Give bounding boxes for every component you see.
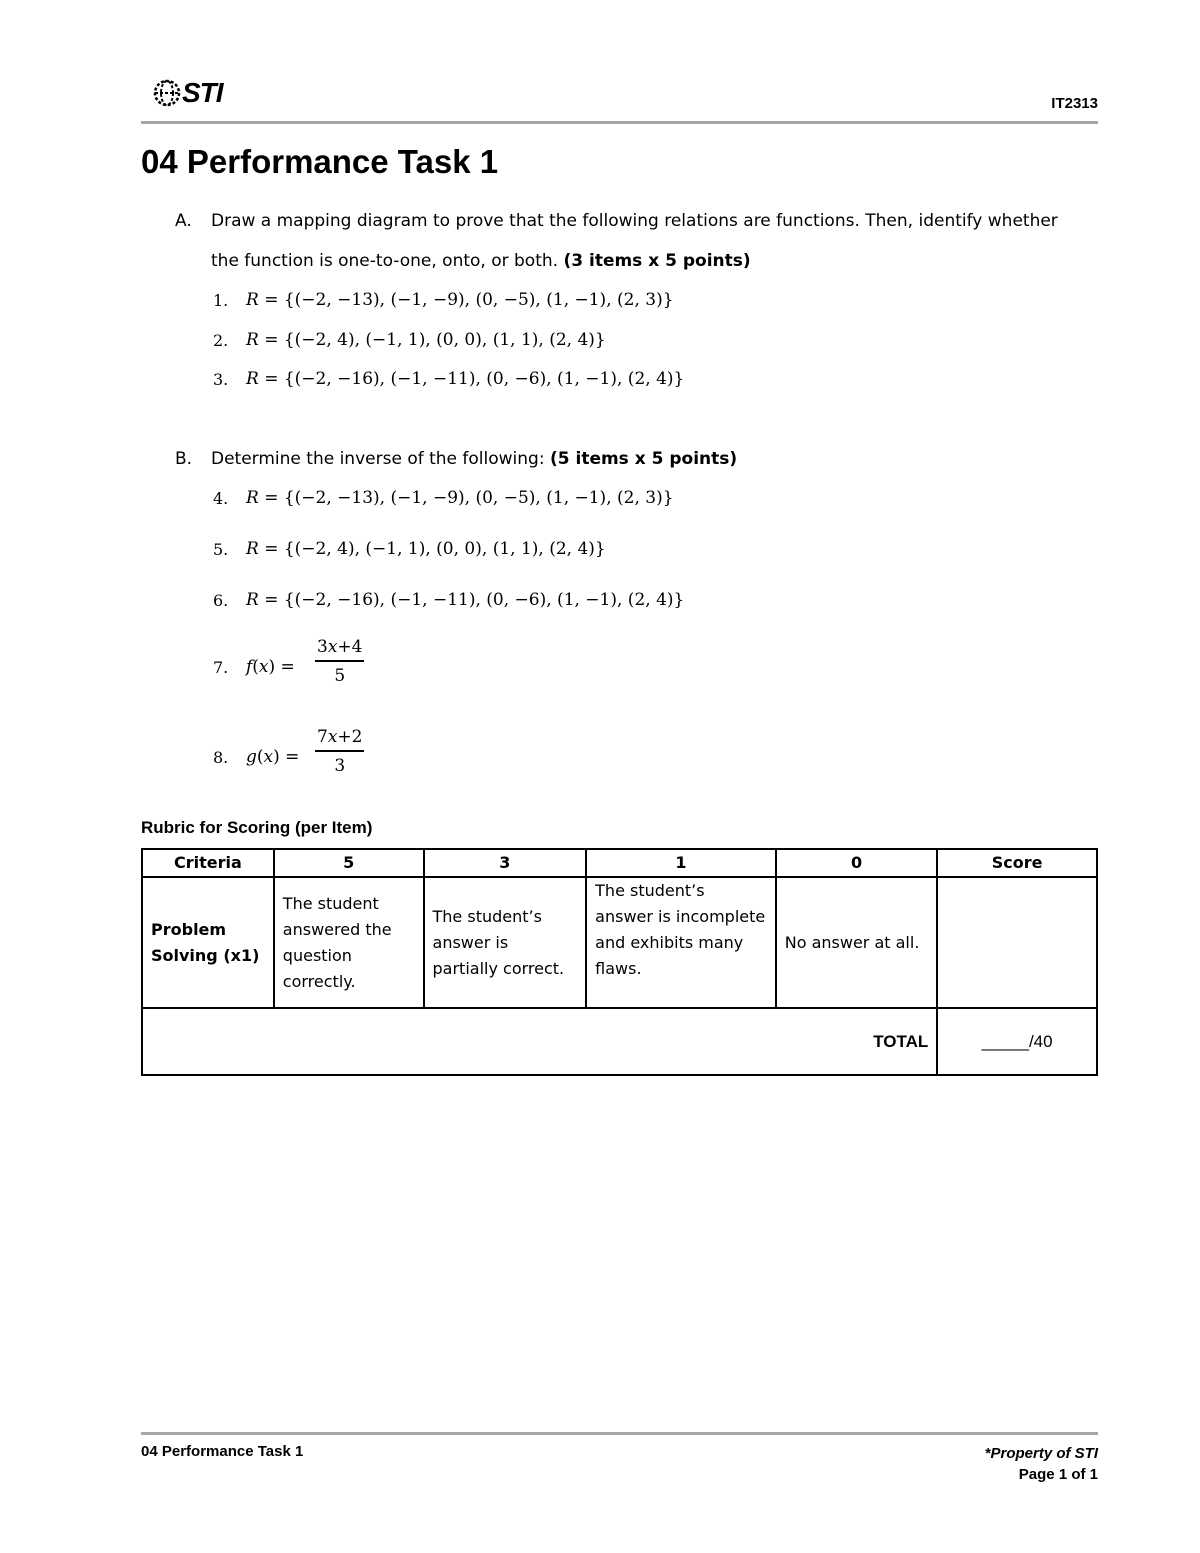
item-6-number: 6. bbox=[213, 591, 229, 610]
item-8-numerator: 7𝑥+2 bbox=[315, 727, 364, 752]
footer-property: *Property of STI bbox=[984, 1445, 1098, 1462]
rubric-table bbox=[141, 848, 1098, 1076]
section-a-instruction-line2 bbox=[211, 251, 751, 271]
item-8-fraction bbox=[315, 727, 364, 776]
section-a-points: (3 items x 5 points) bbox=[563, 251, 751, 271]
rubric-total-row bbox=[142, 1008, 1097, 1075]
item-5-expression: 𝑅 = {(−2, 4), (−1, 1), (0, 0), (1, 1), (2, 4)} bbox=[246, 539, 606, 559]
section-b-instruction-text: Determine the inverse of the following: bbox=[211, 449, 545, 469]
section-b-letter: B. bbox=[175, 449, 193, 469]
item-2-expression: 𝑅 = {(−2, 4), (−1, 1), (0, 0), (1, 1), (2, 4)} bbox=[246, 330, 606, 350]
criteria-cell: Problem Solving (x1) bbox=[142, 877, 274, 1008]
globe-icon bbox=[152, 78, 182, 108]
header-criteria: Criteria bbox=[142, 849, 274, 877]
total-label: TOTAL bbox=[142, 1008, 937, 1075]
header-5: 5 bbox=[274, 849, 424, 877]
rubric-row-problem-solving bbox=[142, 877, 1097, 1008]
header-divider bbox=[141, 121, 1098, 124]
item-6-expression: 𝑅 = {(−2, −16), (−1, −11), (0, −6), (1, −1), (2, 4)} bbox=[246, 590, 685, 610]
item-5-number: 5. bbox=[213, 540, 229, 559]
item-7-fraction bbox=[315, 637, 364, 686]
header-3: 3 bbox=[424, 849, 587, 877]
item-1-expression: 𝑅 = {(−2, −13), (−1, −9), (0, −5), (1, −1), (2, 3)} bbox=[246, 290, 674, 310]
item-8-denominator: 3 bbox=[334, 756, 346, 776]
page-title: 04 Performance Task 1 bbox=[141, 143, 499, 180]
rubric-header-row bbox=[142, 849, 1097, 877]
score-0-cell: No answer at all. bbox=[776, 877, 938, 1008]
item-7-number: 7. bbox=[213, 658, 229, 677]
item-1-number: 1. bbox=[213, 291, 229, 310]
course-code: IT2313 bbox=[1051, 95, 1098, 112]
item-3-number: 3. bbox=[213, 370, 229, 389]
section-a-letter: A. bbox=[175, 211, 192, 231]
score-1-cell: The student’s answer is incomplete and exhibits many flaws. bbox=[586, 877, 776, 1008]
section-b-instruction bbox=[211, 449, 737, 469]
footer-divider bbox=[141, 1432, 1098, 1435]
section-b-points: (5 items x 5 points) bbox=[549, 449, 738, 469]
score-5-cell: The student answered the question correctly. bbox=[274, 877, 424, 1008]
item-2-number: 2. bbox=[213, 331, 229, 350]
footer-title: 04 Performance Task 1 bbox=[141, 1443, 304, 1460]
item-4-number: 4. bbox=[213, 489, 229, 508]
score-cell[interactable] bbox=[937, 877, 1097, 1008]
footer-page-number: Page 1 of 1 bbox=[1018, 1466, 1098, 1483]
item-7-denominator: 5 bbox=[334, 666, 346, 686]
item-4-expression: 𝑅 = {(−2, −13), (−1, −9), (0, −5), (1, −1), (2, 3)} bbox=[246, 488, 674, 508]
score-3-cell: The student’s answer is partially correct. bbox=[424, 877, 587, 1008]
item-7-lhs: 𝑓(𝑥) = bbox=[246, 657, 295, 677]
logo-text: STI bbox=[182, 77, 223, 108]
header-0: 0 bbox=[776, 849, 938, 877]
section-a-instruction-text: the function is one-to-one, onto, or both. bbox=[211, 251, 559, 271]
item-8-lhs: 𝑔(𝑥) = bbox=[246, 747, 300, 767]
total-value[interactable]: _____/40 bbox=[937, 1008, 1097, 1075]
header-1: 1 bbox=[586, 849, 776, 877]
item-7-numerator: 3𝑥+4 bbox=[315, 637, 364, 662]
section-a-instruction-line1: Draw a mapping diagram to prove that the following relations are functions. Then, identify whether bbox=[211, 211, 1058, 231]
sti-logo bbox=[152, 78, 223, 108]
item-3-expression: 𝑅 = {(−2, −16), (−1, −11), (0, −6), (1, −1), (2, 4)} bbox=[246, 369, 685, 389]
header-score: Score bbox=[937, 849, 1097, 877]
item-8-number: 8. bbox=[213, 748, 229, 767]
rubric-title: Rubric for Scoring (per Item) bbox=[141, 818, 373, 837]
footer-right bbox=[985, 1443, 1098, 1485]
